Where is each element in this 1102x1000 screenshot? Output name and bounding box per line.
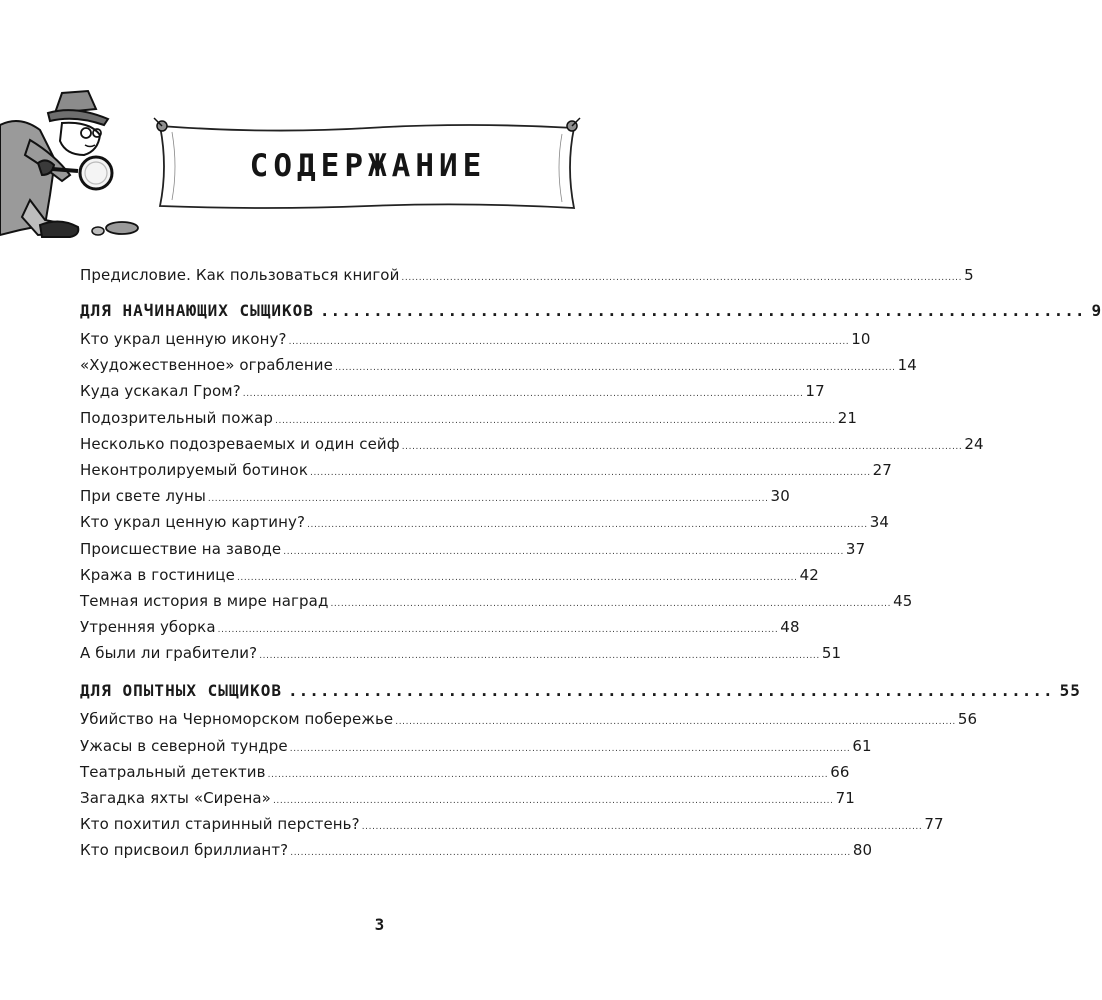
toc-entry-title: «Художественное» ограбление bbox=[80, 356, 333, 375]
toc-entry[interactable] bbox=[80, 736, 872, 763]
toc-entry-page: 61 bbox=[852, 736, 872, 755]
toc-entry[interactable] bbox=[80, 434, 984, 461]
toc-entry[interactable] bbox=[80, 487, 790, 513]
toc-entry-page: 27 bbox=[872, 460, 892, 479]
toc-entry-page: 80 bbox=[852, 841, 873, 860]
toc-entry-title: Кто похитил старинный перстень? bbox=[80, 815, 360, 834]
dot-leader: .................................................................................................................................................................. bbox=[310, 467, 871, 478]
toc-entry[interactable] bbox=[80, 762, 850, 789]
toc-entry-page: 17 bbox=[805, 382, 825, 401]
toc-entry-page: 42 bbox=[799, 565, 819, 584]
toc-entry-page: 51 bbox=[821, 644, 842, 663]
toc-entry-page: 14 bbox=[897, 356, 917, 375]
toc-entry-page: 37 bbox=[845, 539, 866, 558]
toc-entry[interactable] bbox=[80, 591, 913, 618]
toc-entry-title: Убийство на Черноморском побережье bbox=[80, 710, 394, 729]
toc-entry-title: Кто присвоил бриллиант? bbox=[80, 841, 289, 860]
toc-entry[interactable] bbox=[80, 382, 825, 408]
toc-entry[interactable] bbox=[80, 565, 819, 592]
dot-leader: .................................................................................................................................................................. bbox=[242, 389, 804, 400]
pin-right-icon bbox=[567, 118, 580, 131]
dot-leader: .................................................................................................................................................................. bbox=[401, 441, 963, 452]
dot-leader: .................................................................................................................................................................. bbox=[275, 415, 836, 426]
dot-leader: ........................................................................ bbox=[319, 300, 1086, 320]
toc-section-beginners[interactable] bbox=[80, 290, 1102, 330]
detective-illustration bbox=[0, 85, 150, 245]
toc-entry-title: Темная история в мире наград bbox=[80, 591, 329, 610]
toc-entry-title: Несколько подозреваемых и один сейф bbox=[80, 434, 400, 453]
section-page: 9 bbox=[1091, 300, 1102, 320]
dot-leader: .................................................................................................................................................................. bbox=[259, 651, 820, 662]
toc-entry-page: 24 bbox=[964, 434, 984, 453]
toc-entry[interactable] bbox=[80, 618, 800, 644]
dot-leader: .................................................................................................................................................................. bbox=[361, 822, 923, 833]
toc-entry-page: 21 bbox=[837, 408, 857, 427]
toc-entry[interactable] bbox=[80, 710, 978, 736]
toc-entry-page: 5 bbox=[964, 266, 974, 284]
toc-entry-page: 48 bbox=[780, 618, 800, 637]
toc-entry-preface[interactable] bbox=[80, 266, 974, 290]
dot-leader: .................................................................................................................................................................. bbox=[207, 494, 769, 505]
toc-entry-page: 71 bbox=[835, 789, 855, 807]
toc-entry[interactable] bbox=[80, 815, 944, 841]
page-number: 3 bbox=[374, 915, 385, 934]
toc-entry-title: Неконтролируемый ботинок bbox=[80, 460, 308, 479]
dot-leader: .................................................................................................................................................................. bbox=[267, 769, 829, 780]
toc-entry-title: Ужасы в северной тундре bbox=[80, 736, 288, 755]
dot-leader: .................................................................................................................................................................. bbox=[272, 796, 834, 806]
toc-entry[interactable] bbox=[80, 356, 917, 382]
toc-entry-page: 56 bbox=[957, 710, 978, 729]
toc-entry-title: Подозрительный пожар bbox=[80, 408, 274, 427]
toc-entry-page: 10 bbox=[851, 330, 871, 348]
section-title: ДЛЯ НАЧИНАЮЩИХ СЫЩИКОВ bbox=[80, 300, 314, 320]
dot-leader: .................................................................................................................................................................. bbox=[307, 520, 868, 531]
toc-entry[interactable] bbox=[80, 841, 873, 867]
dot-leader: ........................................................................ bbox=[288, 680, 1054, 700]
toc-entry-page: 77 bbox=[924, 815, 944, 834]
toc-entry-page: 45 bbox=[893, 591, 913, 610]
page-title: СОДЕРЖАНИЕ bbox=[249, 148, 487, 184]
toc-entry[interactable] bbox=[80, 330, 871, 356]
section-title: ДЛЯ ОПЫТНЫХ СЫЩИКОВ bbox=[80, 680, 283, 700]
toc-entry-title: Утренняя уборка bbox=[80, 618, 216, 637]
dot-leader: .................................................................................................................................................................. bbox=[401, 273, 963, 283]
toc-entry-title: Происшествие на заводе bbox=[80, 539, 282, 558]
toc-entry-page: 34 bbox=[869, 513, 890, 532]
dot-leader: .................................................................................................................................................................. bbox=[334, 363, 896, 374]
toc-entry-title: Куда ускакал Гром? bbox=[80, 382, 241, 401]
toc-entry[interactable] bbox=[80, 408, 857, 435]
dot-leader: .................................................................................................................................................................. bbox=[283, 546, 844, 557]
toc-entry-title: Загадка яхты «Сирена» bbox=[80, 789, 271, 807]
toc-entry[interactable] bbox=[80, 789, 855, 815]
section-page: 55 bbox=[1059, 680, 1081, 700]
toc-entry-title: Театральный детектив bbox=[80, 762, 266, 781]
toc-entry-title: Кто украл ценную икону? bbox=[80, 330, 287, 348]
toc-section-experienced[interactable] bbox=[80, 670, 1081, 710]
toc-entry[interactable] bbox=[80, 513, 890, 539]
toc-entry-page: 30 bbox=[770, 487, 790, 506]
toc-entry[interactable] bbox=[80, 460, 892, 487]
dot-leader: .................................................................................................................................................................. bbox=[236, 572, 798, 583]
toc-entry[interactable] bbox=[80, 539, 866, 566]
dot-leader: .................................................................................................................................................................. bbox=[288, 337, 850, 347]
toc-entry-title: При свете луны bbox=[80, 487, 206, 506]
pin-left-icon bbox=[154, 118, 167, 131]
table-of-contents bbox=[80, 266, 1102, 868]
toc-entry-page: 66 bbox=[830, 762, 850, 781]
toc-entry-title: Кто украл ценную картину? bbox=[80, 513, 306, 532]
toc-entry[interactable] bbox=[80, 644, 842, 670]
toc-entry-title: Кража в гостинице bbox=[80, 565, 235, 584]
toc-entry-title: А были ли грабители? bbox=[80, 644, 258, 663]
dot-leader: .................................................................................................................................................................. bbox=[289, 743, 851, 754]
dot-leader: .................................................................................................................................................................. bbox=[330, 598, 892, 609]
dot-leader: .................................................................................................................................................................. bbox=[395, 717, 956, 728]
toc-entry-title: Предисловие. Как пользоваться книгой bbox=[80, 266, 400, 284]
dot-leader: .................................................................................................................................................................. bbox=[217, 625, 779, 636]
dot-leader: .................................................................................................................................................................. bbox=[290, 848, 851, 859]
